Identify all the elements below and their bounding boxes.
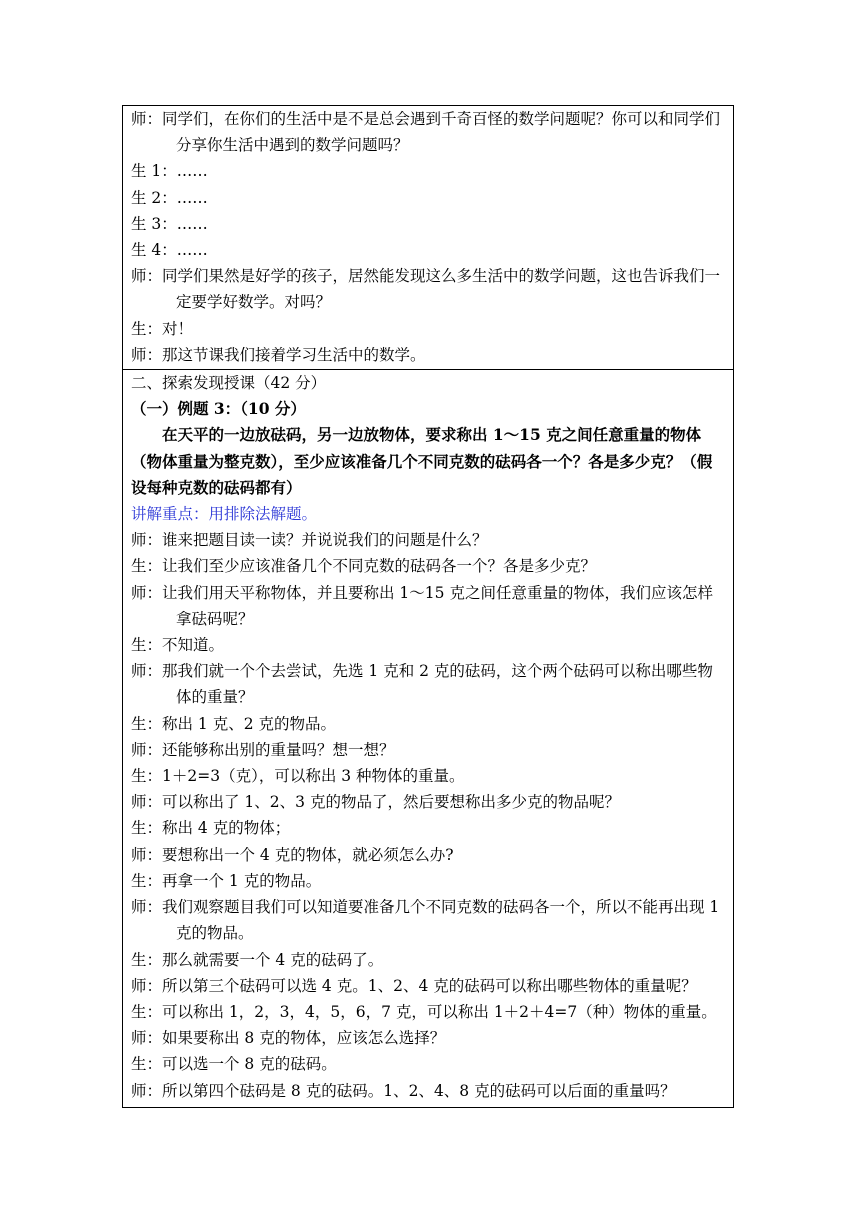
dialogue-line: 生：不知道。 bbox=[131, 636, 225, 655]
dialogue-line: 师：所以第四个砝码是 8 克的砝码。1、2、4、8 克的砝码可以后面的重量吗？ bbox=[131, 1081, 676, 1100]
key-point: 讲解重点：用排除法解题。 bbox=[131, 505, 318, 524]
dialogue-line: 师：如果要称出 8 克的物体，应该怎么选择？ bbox=[131, 1029, 446, 1048]
dialogue-line: 生：那么就需要一个 4 克的砝码了。 bbox=[131, 950, 384, 969]
example-title: （一）例题 3：（10 分） bbox=[131, 399, 306, 419]
dialogue-line: 师：让我们用天平称物体，并且要称出 1～15 克之间任意重量的物体，我们应该怎样拿砝码呢？ bbox=[131, 583, 713, 628]
student-line: 生 2：…… bbox=[131, 188, 208, 207]
dialogue-list bbox=[131, 527, 725, 1103]
dialogue-line: 师：要想称出一个 4 克的物体，就必须怎么办? bbox=[131, 845, 454, 864]
dialogue-line: 生：再拿一个 1 克的物品。 bbox=[131, 871, 322, 890]
student-line: 生 3：…… bbox=[131, 214, 208, 233]
section-title: 二、探索发现授课（42 分） bbox=[131, 374, 327, 393]
student-line: 生 4：…… bbox=[131, 241, 208, 260]
dialogue-line: 师：我们观察题目我们可以知道要准备几个不同克数的砝码各一个，所以不能再出现 1 克的物品。 bbox=[131, 898, 720, 943]
dialogue-line: 生：称出 4 克的物体； bbox=[131, 819, 291, 838]
dialogue-line: 生：可以选一个 8 克的砝码。 bbox=[131, 1055, 337, 1074]
dialogue-line: 师：那我们就一个个去尝试，先选 1 克和 2 克的砝码，这个两个砝码可以称出哪些物体的重量？ bbox=[131, 662, 713, 707]
explore-cell bbox=[123, 369, 733, 1107]
dialogue-line: 师：所以第三个砝码可以选 4 克。1、2、4 克的砝码可以称出哪些物体的重量呢？ bbox=[131, 976, 697, 995]
dialogue-line: 师：还能够称出别的重量吗？想一想？ bbox=[131, 740, 395, 759]
dialogue-line: 师：谁来把题目读一读？并说说我们的问题是什么？ bbox=[131, 531, 488, 550]
dialogue-line: 生：称出 1 克、2 克的物品。 bbox=[131, 714, 337, 733]
lesson-table bbox=[122, 105, 734, 1108]
student-line: 生 1：…… bbox=[131, 162, 208, 181]
dialogue-line: 生：可以称出 1，2，3，4，5，6，7 克，可以称出 1＋2＋4=7（种）物体的重量。 bbox=[131, 1002, 717, 1021]
dialogue-line: 生：让我们至少应该准备几个不同克数的砝码各一个？各是多少克？ bbox=[131, 557, 597, 576]
teacher-line: 师：同学们，在你们的生活中是不是总会遇到千奇百怪的数学问题呢？你可以和同学们分享你生活中遇到的数学问题吗？ bbox=[131, 110, 721, 155]
dialogue-line: 生：1＋2=3（克），可以称出 3 种物体的重量。 bbox=[131, 767, 465, 786]
warmup-cell bbox=[123, 106, 733, 369]
teacher-line: 师：那这节课我们接着学习生活中的数学。 bbox=[131, 345, 426, 364]
teacher-line: 师：同学们果然是好学的孩子，居然能发现这么多生活中的数学问题，这也告诉我们一定要学好数学。对吗？ bbox=[131, 267, 721, 312]
problem-statement: 在天平的一边放砝码，另一边放物体，要求称出 1～15 克之间任意重量的物体（物体重量为整克数），至少应该准备几个不同克数的砝码各一个？各是多少克？（假设每种克数的砝码都有） bbox=[131, 425, 713, 497]
dialogue-line: 师：可以称出了 1、2、3 克的物品了，然后要想称出多少克的物品呢？ bbox=[131, 793, 620, 812]
student-line: 生：对！ bbox=[131, 319, 194, 338]
